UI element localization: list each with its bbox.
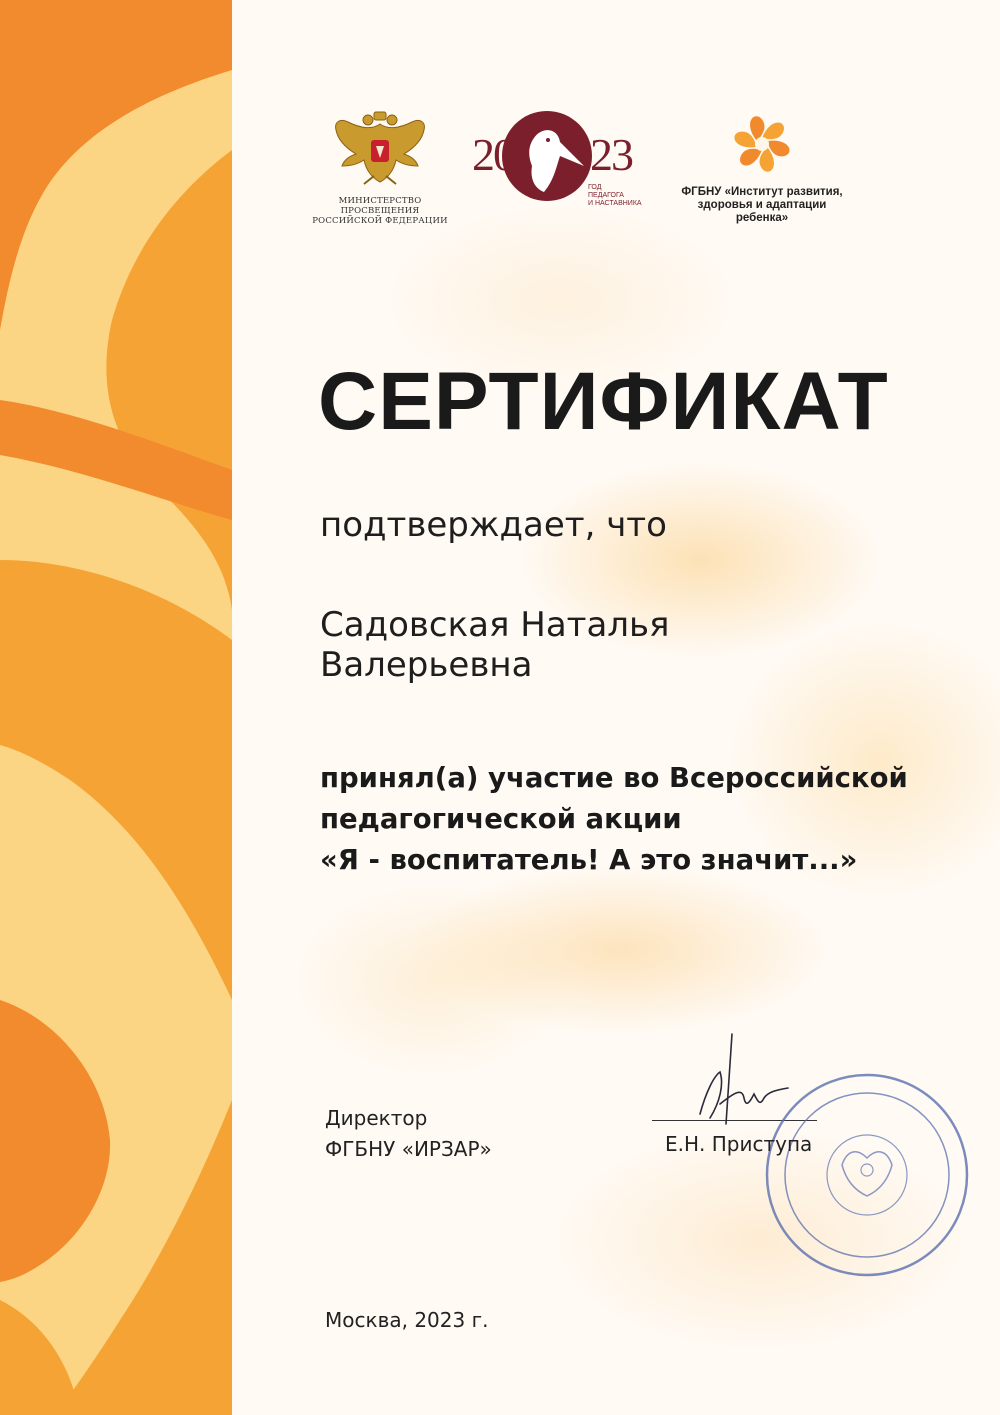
decorative-wave-strip: [0, 0, 232, 1415]
irzar-logo: [672, 106, 852, 225]
year-caption-line2: ПЕДАГОГА: [588, 192, 624, 199]
participation-text: [320, 758, 970, 881]
year-caption-line1: ГОД: [588, 184, 602, 191]
ministry-caption-line2: РОССИЙСКОЙ ФЕДЕРАЦИИ: [312, 216, 448, 226]
year-right-digits: 23: [590, 129, 632, 180]
ministry-logo: [305, 110, 455, 226]
director-position-line2: ФГБНУ «ИРЗАР»: [325, 1137, 492, 1161]
recipient-name-line2: Валерьевна: [320, 645, 533, 685]
irzar-caption-line1: ФГБНУ «Институт развития,: [681, 186, 843, 198]
orange-flower-icon: [724, 106, 800, 182]
year-caption-line3: И НАСТАВНИКА: [588, 200, 642, 207]
year-caption: [588, 184, 642, 208]
confirms-text: подтверждает, что: [320, 505, 667, 545]
ministry-caption-line1: МИНИСТЕРСТВО ПРОСВЕЩЕНИЯ: [338, 196, 422, 216]
irzar-caption-line3: ребенка»: [735, 212, 789, 224]
city-year: Москва, 2023 г.: [325, 1308, 489, 1332]
recipient-name: [320, 605, 880, 685]
participation-line3: «Я - воспитатель! А это значит...»: [320, 844, 858, 876]
double-headed-eagle-icon: [330, 110, 430, 192]
year-of-teacher-logo: [472, 108, 652, 218]
official-seal-stamp: [762, 1070, 972, 1280]
participation-line1: принял(а) участие во Всероссийской: [320, 762, 908, 794]
recipient-name-line1: Садовская Наталья: [320, 605, 670, 645]
certificate-title: СЕРТИФИКАТ: [318, 356, 889, 447]
participation-line2: педагогической акции: [320, 803, 682, 835]
irzar-caption-line2: здоровья и адаптации: [697, 199, 827, 211]
director-position-line1: Директор: [325, 1106, 428, 1130]
director-position: [325, 1103, 492, 1165]
signer-name: Е.Н. Приступа: [665, 1132, 813, 1156]
year-left-digits: 20: [472, 129, 514, 180]
